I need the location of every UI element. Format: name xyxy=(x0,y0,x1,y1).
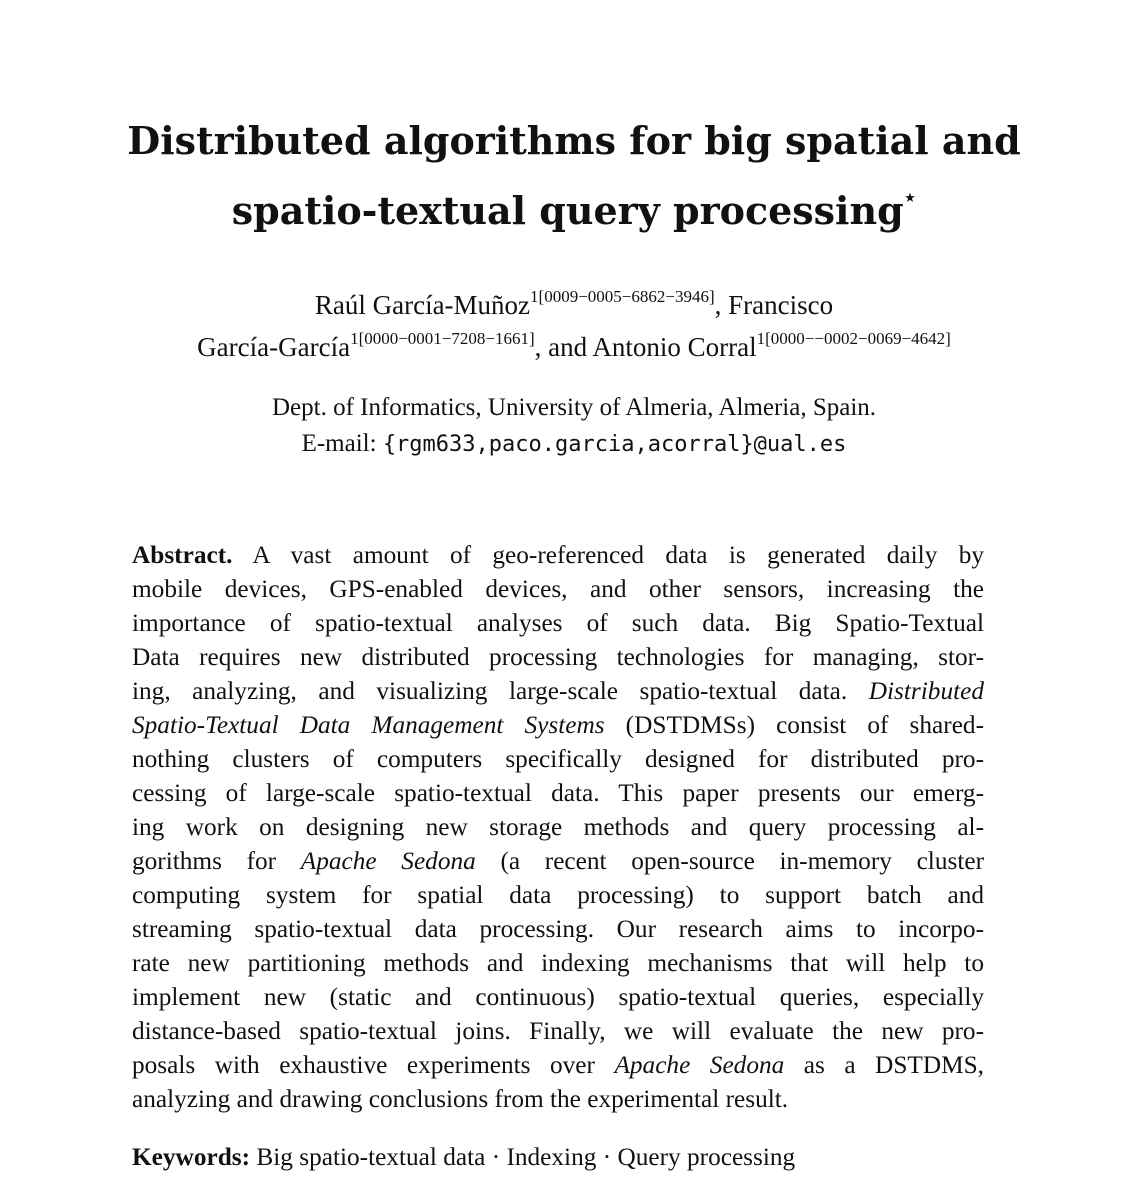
title-footnote-star: ⋆ xyxy=(903,185,917,209)
keywords xyxy=(132,1140,984,1174)
abstract-line: analyzing and drawing conclusions from the experimental result. xyxy=(132,1085,789,1113)
abstract-line: importance of spatio-textual analyses of such data. Big Spatio-Textual xyxy=(132,609,984,637)
keywords-text: Big spatio-textual data · Indexing · Query processing xyxy=(250,1143,796,1171)
email-addresses: {rgm633,paco.garcia,acorral}@ual.es xyxy=(382,432,847,457)
author-list xyxy=(30,284,1118,368)
abstract-line: cessing of large-scale spatio-textual data. This paper presents our emerg- xyxy=(132,779,984,807)
author-line-1 xyxy=(30,284,1118,326)
abstract-line: computing system for spatial data processing) to support batch and xyxy=(132,881,984,909)
author-line-2 xyxy=(30,326,1118,368)
abstract-line: Abstract. A vast amount of geo-referenced data is generated daily by xyxy=(132,541,984,569)
author-orcid-1: 1[0009−0005−6862−3946] xyxy=(530,287,715,306)
title-line-2 xyxy=(60,169,1088,239)
author-name-2: García-García xyxy=(197,332,351,362)
keywords-label: Keywords: xyxy=(132,1143,251,1171)
title-line-1: Distributed algorithms for big spatial and xyxy=(127,118,1021,163)
email-label: E-mail: xyxy=(301,430,383,457)
author-orcid-3: 1[0000−−0002−0069−4642] xyxy=(756,329,951,348)
abstract-line: posals with exhaustive experiments over Apache Sedona as a DSTDMS, xyxy=(132,1051,985,1079)
abstract-line: Data requires new distributed processing technologies for managing, stor- xyxy=(132,643,984,671)
abstract-line: streaming spatio-textual data processing. Our research aims to incorpo- xyxy=(132,915,984,943)
abstract-line: ing work on designing new storage methods and query processing al- xyxy=(132,813,984,841)
italic-term-sedona: Apache Sedona xyxy=(300,847,476,875)
abstract-line: mobile devices, GPS-enabled devices, and other sensors, increasing the xyxy=(132,575,984,603)
paper-title xyxy=(60,112,1088,239)
abstract-line: distance-based spatio-textual joins. Finally, we will evaluate the new pro- xyxy=(132,1017,984,1045)
author-separator-2: , and Antonio Corral xyxy=(534,332,757,362)
affiliation-block xyxy=(60,390,1088,463)
title-line-2-text: spatio-textual query processing xyxy=(231,188,904,233)
abstract-line: gorithms for Apache Sedona (a recent open-source in-memory cluster xyxy=(132,847,984,875)
affiliation: Dept. of Informatics, University of Almeria, Almeria, Spain. xyxy=(271,394,877,421)
abstract-line: implement new (static and continuous) spatio-textual queries, especially xyxy=(132,983,984,1011)
abstract-label: Abstract. xyxy=(132,541,233,569)
email-line xyxy=(60,426,1088,463)
abstract-line: rate new partitioning methods and indexing mechanisms that will help to xyxy=(132,949,984,977)
author-separator-1: , Francisco xyxy=(714,290,834,320)
abstract xyxy=(132,538,984,1116)
italic-term-dstdms: Spatio-Textual Data Management Systems xyxy=(132,711,605,739)
italic-term-sedona: Apache Sedona xyxy=(614,1051,785,1079)
author-orcid-2: 1[0000−0001−7208−1661] xyxy=(350,329,535,348)
italic-term-distributed: Distributed xyxy=(868,677,984,705)
author-name-1: Raúl García-Muñoz xyxy=(314,290,531,320)
abstract-line: ing, analyzing, and visualizing large-scale spatio-textual data. Distributed xyxy=(132,677,984,705)
abstract-line: nothing clusters of computers specifically designed for distributed pro- xyxy=(132,745,984,773)
abstract-line: Spatio-Textual Data Management Systems (DSTDMSs) consist of shared- xyxy=(132,711,984,739)
